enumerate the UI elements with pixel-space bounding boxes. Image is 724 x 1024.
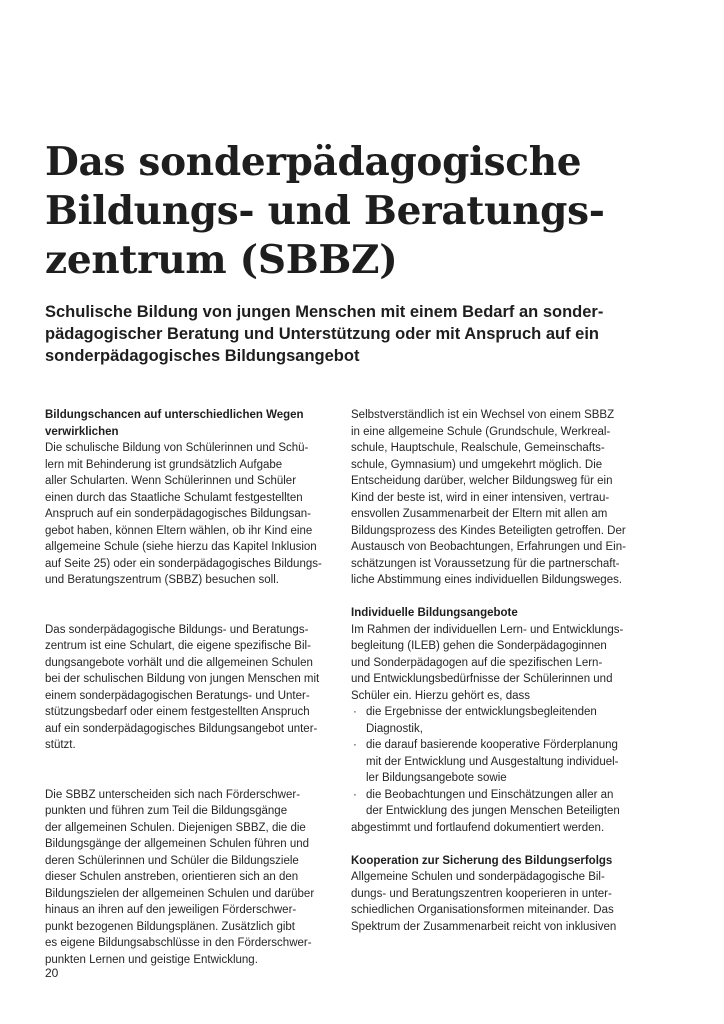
text-line: ensvollen Zusammenarbeit der Eltern mit allen am [351,508,608,520]
text-line: punkten und führen zum Teil die Bildungsgänge [45,805,288,817]
text-line: dieser Schulen anstreben, orientieren sich an den [45,871,299,883]
page-title [45,138,685,285]
text-line: gebot haben, können Eltern wählen, ob ihr Kind eine [45,524,313,537]
page-number: 20 [45,966,59,980]
text-line: schätzungen ist Voraussetzung für die partnerschaft- [351,557,620,570]
text-line: liche Abstimmung eines individuellen Bildungsweges. [351,574,623,586]
bullet-item [351,704,636,737]
title-line: Bildungs- und Beratungs- [45,188,605,234]
text-line: auf Seite 25) oder ein sonderpädagogisches Bildungs- [45,557,322,570]
text-line: und Sonderpädagogen auf die spezifischen Lern- [351,656,603,669]
text-line: schule, Gymnasium) und umgekehrt möglich. Die [351,458,603,471]
text-line: Entscheidung darüber, welcher Bildungsweg für ein [351,475,613,487]
bullet-line: der Entwicklung des jungen Menschen Beteiligten [366,805,620,817]
text-line: auf ein sonderpädagogisches Bildungsangebot unter- [45,722,318,735]
text-line: und Beratungszentrum (SBBZ) besuchen soll. [45,574,279,586]
text-line: Spektrum der Zusammenarbeit reicht von inklusiven [351,920,617,933]
subtitle-line: Schulische Bildung von jungen Menschen mit einem Bedarf an sonder- [45,303,604,321]
text-line: und Entwicklungsbedürfnisse der Schülerinnen und [351,673,613,685]
text-line: Schüler ein. Hierzu gehört es, dass [351,689,530,702]
text-line: abgestimmt und fortlaufend dokumentiert werden. [351,821,605,834]
paragraph-foerderschwerpunkte [45,787,330,969]
text-line: hinaus an ihren auf den jeweiligen Förderschwer- [45,904,297,916]
left-column [45,407,330,968]
section-heading: Bildungschancen auf unterschiedlichen Wegen [45,409,304,421]
text-line: bei der schulischen Bildung von jungen Menschen mit [45,673,320,685]
subtitle-line: sonderpädagogisches Bildungsangebot [45,347,360,365]
text-line: Kind der beste ist, wird in einer intensiven, vertrau- [351,491,610,504]
text-line: Im Rahmen der individuellen Lern- und Entwicklungs- [351,623,624,636]
bullet-marker: · [353,706,357,718]
text-line: Anspruch auf ein sonderpädagogisches Bildungsan- [45,508,311,520]
text-line: Das sonderpädagogische Bildungs- und Beratungs- [45,623,309,636]
text-line: stützt. [45,739,76,751]
bullet-line: die Ergebnisse der entwicklungsbegleitenden [366,706,597,718]
paragraph-wechsel [351,407,636,589]
text-line: punkten Lernen und geistige Entwicklung. [45,953,258,966]
text-line: dungsangebote vorhält und die allgemeinen Schulen [45,656,313,669]
text-line: Austausch von Beobachtungen, Erfahrungen und Ein- [351,541,626,553]
text-line: aller Schularten. Wenn Schülerinnen und Schüler [45,475,297,487]
subtitle-line: pädagogischer Beratung und Unterstützung oder mit Anspruch auf ein [45,325,599,343]
text-line: Die schulische Bildung von Schülerinnen und Schü- [45,442,309,454]
text-line: stützungsbedarf oder einem festgestellten Anspruch [45,706,310,718]
bullet-marker: · [353,788,357,801]
text-line: punkt bezogenen Bildungsplänen. Zusätzlich gibt [45,920,295,933]
section-bildungschancen [45,407,330,589]
section-heading: verwirklichen [45,425,119,438]
bullet-line: die darauf basierende kooperative Förderplanung [366,739,618,751]
text-line: einen durch das Staatliche Schulamt festgestellten [45,491,303,504]
bullet-line: die Beobachtungen und Einschätzungen aller an [366,788,614,801]
text-line: Selbstverständlich ist ein Wechsel von einem SBBZ [351,409,615,421]
section-heading: Kooperation zur Sicherung des Bildungserfolgs [351,854,613,867]
bullet-item [351,737,636,787]
text-line: schule, Hauptschule, Realschule, Gemeinschafts- [351,442,605,454]
paragraph-schulart [45,622,330,754]
text-line: der allgemeinen Schulen. Diejenigen SBBZ, die die [45,821,306,834]
text-line: Bildungszielen der allgemeinen Schulen und darüber [45,887,315,900]
text-line: es eigene Bildungsabschlüsse in den Förderschwer- [45,937,312,949]
text-line: allgemeine Schule (siehe hierzu das Kapitel Inklusion [45,541,317,553]
bullet-marker: · [353,739,357,751]
section-individuelle-bildungsangebote [351,605,636,836]
bullet-item [351,787,636,820]
text-line: begleitung (ILEB) gehen die Sonderpädagoginnen [351,640,607,652]
text-line: in eine allgemeine Schule (Grundschule, Werkreal- [351,425,611,438]
text-line: deren Schülerinnen und Schüler die Bildungsziele [45,854,299,867]
bullet-line: ler Bildungsangebote sowie [366,772,507,784]
title-line: zentrum (SBBZ) [45,237,398,283]
text-line: Allgemeine Schulen und sonderpädagogische Bil- [351,871,605,883]
bullet-line: Diagnostik, [366,722,423,735]
text-line: schiedlichen Organisationsformen miteinander. Das [351,904,614,916]
right-column [351,407,636,935]
text-line: Die SBBZ unterscheiden sich nach Förderschwer- [45,788,301,801]
section-kooperation [351,853,636,936]
text-line: Bildungsgänge der allgemeinen Schulen führen und [45,838,310,850]
bullet-line: mit der Entwicklung und Ausgestaltung individuel- [366,755,619,768]
text-line: lern mit Behinderung ist grundsätzlich Aufgabe [45,458,283,471]
title-line: Das sonderpädagogische [45,139,582,185]
text-line: einem sonderpädagogischen Beratungs- und Unter- [45,689,310,702]
text-line: Bildungsprozess des Kindes Beteiligten getroffen. Der [351,524,626,537]
page-subtitle [45,301,685,367]
text-line: zentrum ist eine Schulart, die eigene spezifische Bil- [45,640,311,652]
text-line: dungs- und Beratungszentren kooperieren in unter- [351,887,612,900]
section-heading: Individuelle Bildungsangebote [351,607,518,619]
